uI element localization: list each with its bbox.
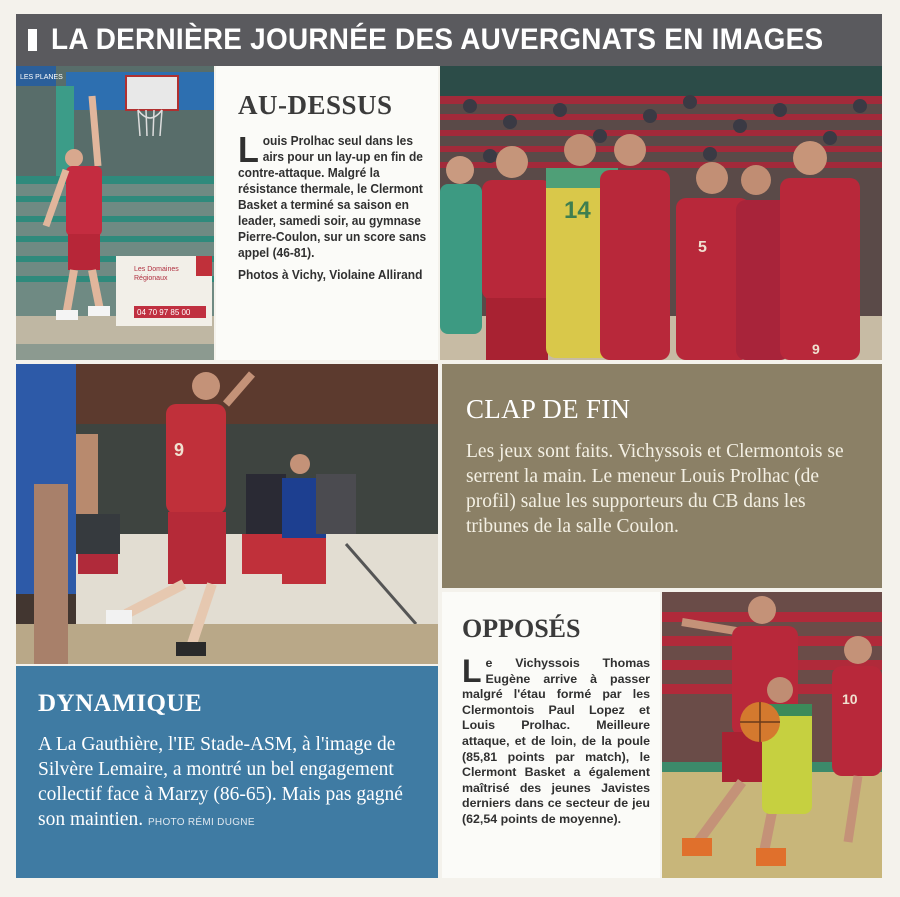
photo-layup	[16, 66, 214, 360]
photo-jersey-5: 5	[698, 239, 707, 256]
au-dessus-dropcap: L	[238, 129, 259, 170]
dynamique-text: A La Gauthière, l'IE Stade-ASM, à l'image de Silvère Lemaire, a montré un bel engagement collectif face à Marzy (86-65). Mais pas gagné son maintien.	[38, 734, 403, 830]
opposes-panel	[442, 592, 660, 878]
photo-banner-line1: Les Domaines	[134, 266, 179, 273]
page-title: LA DERNIÈRE JOURNÉE DES AUVERGNATS EN IMAGES	[51, 23, 824, 56]
photo-handshake	[440, 66, 882, 360]
clap-de-fin-title: CLAP DE FIN	[466, 394, 631, 424]
dynamique-title: DYNAMIQUE	[38, 690, 203, 717]
opposes-dropcap: L	[462, 653, 482, 689]
au-dessus-text: ouis Prolhac seul dans les airs pour un lay-up en fin de contre-attaque. Malgré la résistance thermale, le Clermont Basket a terminé sa saison en leader, samedi soir, au gymnase Pierre-Coulon, sur un score sans appel (46-81).	[238, 134, 427, 260]
opposes-title: OPPOSÉS	[462, 614, 581, 643]
au-dessus-body	[238, 129, 433, 261]
photo-jersey-9: 9	[812, 341, 820, 357]
photo-jersey-9-dyn: 9	[174, 440, 185, 460]
photo-jersey-14: 14	[564, 197, 591, 224]
dynamique-photo-credit: PHOTO RÉMI DUGNE	[147, 817, 255, 828]
au-dessus-title: AU-DESSUS	[238, 90, 393, 120]
section-header	[16, 14, 882, 66]
opposes-body	[462, 653, 650, 828]
au-dessus-credit: Photos à Vichy, Violaine Allirand	[238, 268, 423, 282]
clap-de-fin-body: Les jeux sont faits. Vichyssois et Clermontois se serrent la main. Le meneur Louis Prolhac (de profil) salue les supporteurs du CB dans les tribunes de la salle Coulon.	[466, 441, 844, 537]
photo-opposes	[662, 592, 882, 878]
au-dessus-panel	[216, 66, 438, 360]
clap-de-fin-panel	[442, 364, 882, 588]
dynamique-body	[38, 732, 418, 835]
photo-jersey-10: 10	[842, 691, 858, 707]
header-square-icon	[28, 29, 37, 51]
photo-banner-line2: Régionaux	[134, 275, 168, 282]
photo-dynamique	[16, 364, 438, 664]
photo-sign-text: LES PLANES	[20, 74, 63, 81]
opposes-text: e Vichyssois Thomas Eugène arrive à passer malgré l'étau formé par les Clermontois Paul Lopez et Louis Prolhac. Meilleure attaque, et de loin, de la poule (85,81 points par match), le Clermont Basket a également maîtrisé des jeunes Javistes derniers dans ce secteur de jeu (62,54 points de moyenne).	[462, 656, 650, 826]
photo-banner-phone: 04 70 97 85 00	[137, 308, 191, 317]
dynamique-panel	[16, 666, 438, 878]
